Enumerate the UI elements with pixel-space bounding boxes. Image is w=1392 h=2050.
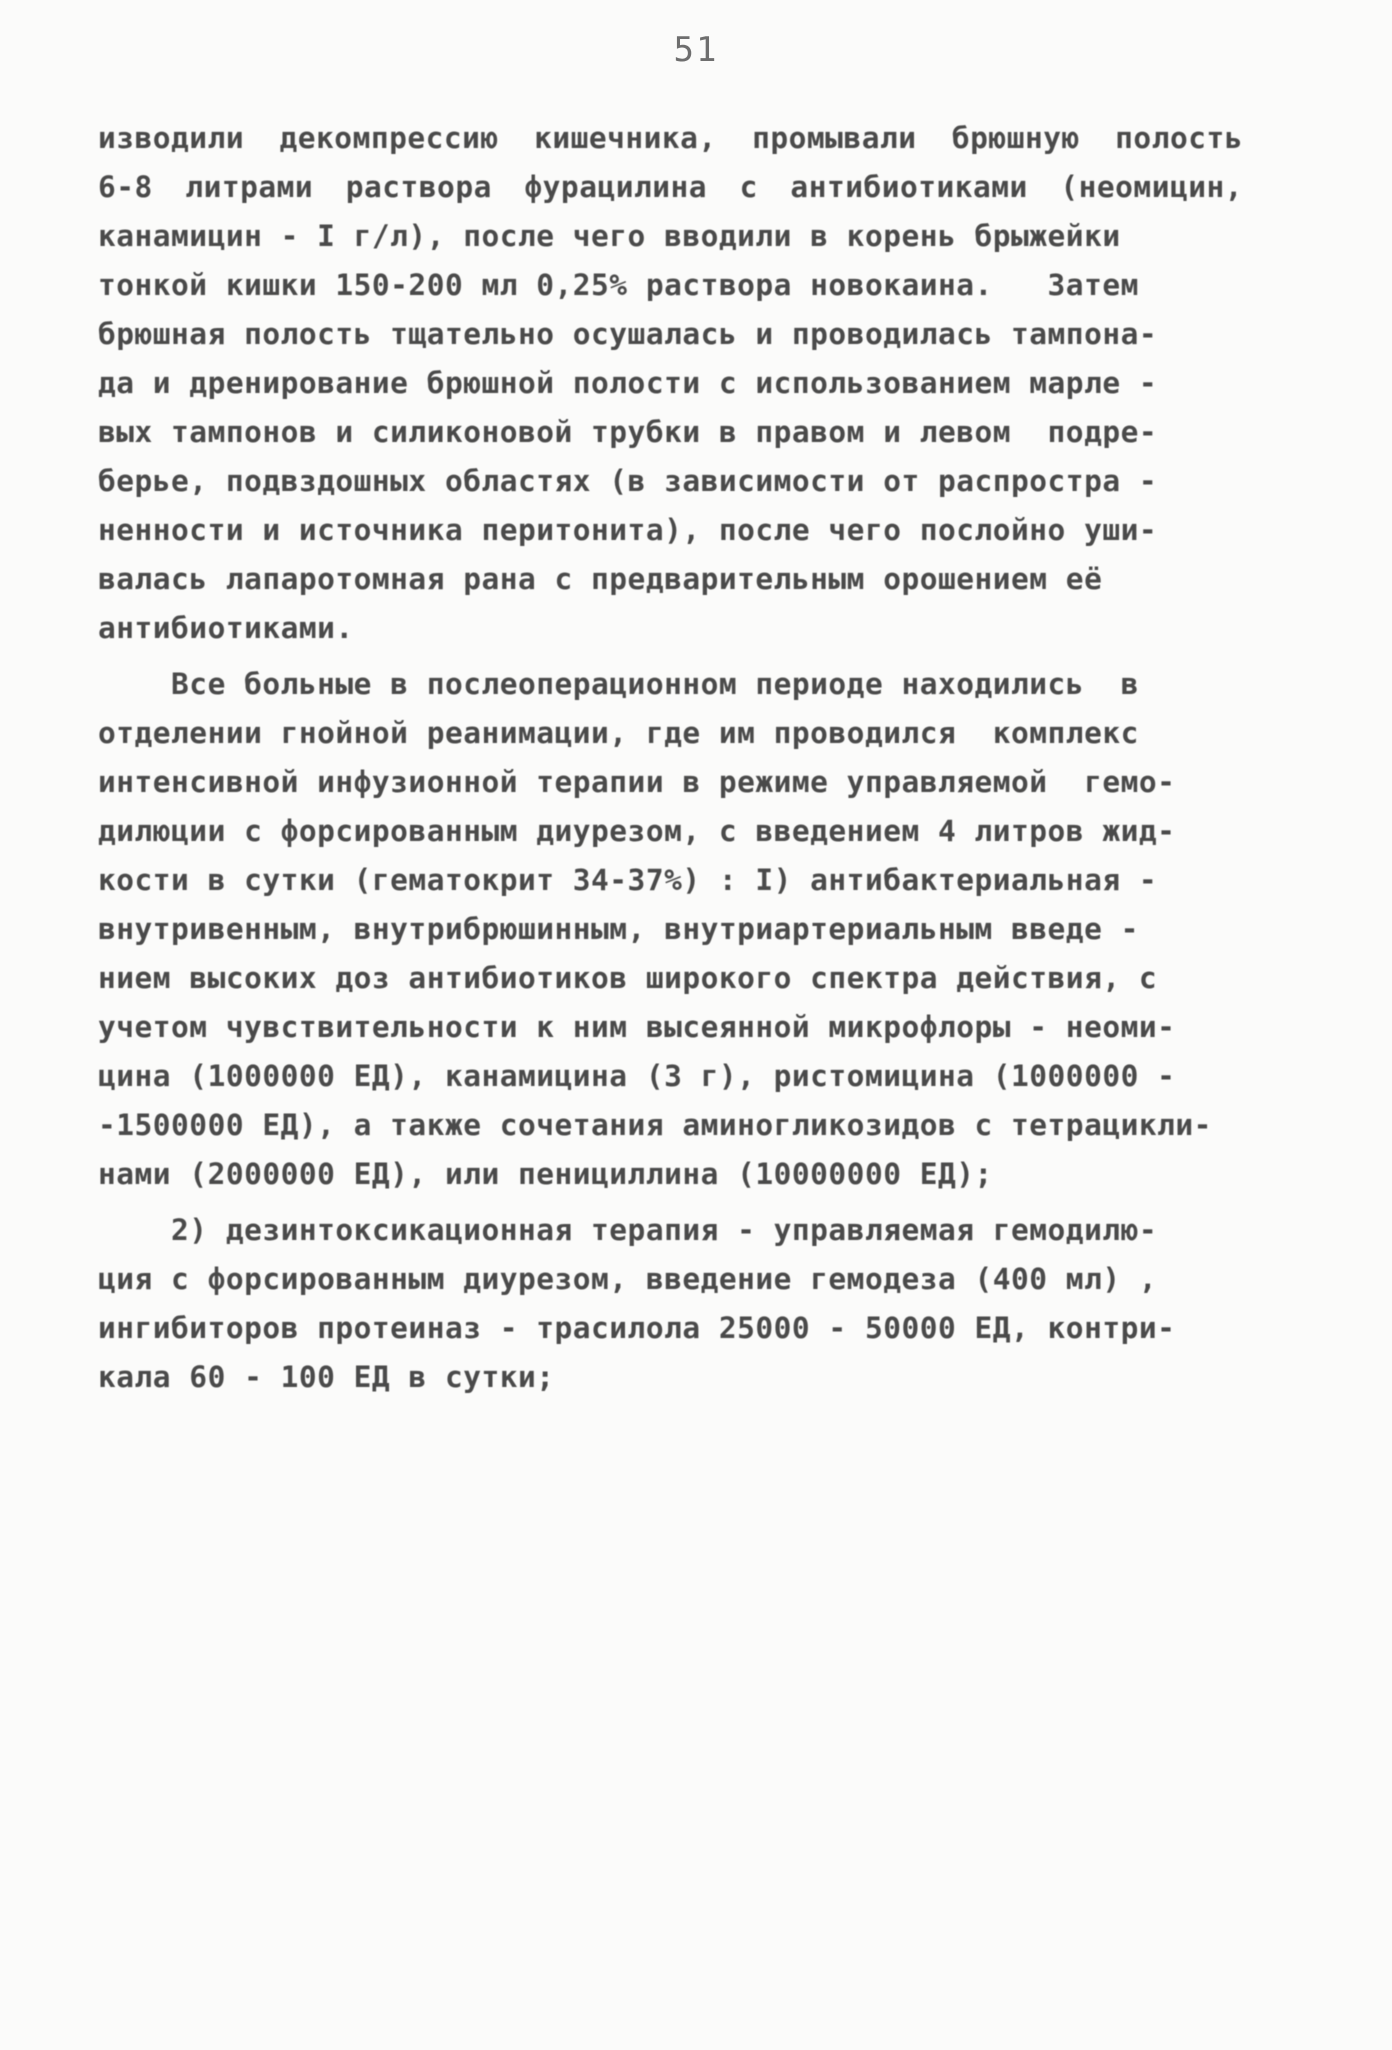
text-line: кала 60 - 100 ЕД в сутки; (98, 1360, 555, 1394)
text-line: канамицин - I г/л), после чего вводили в корень брыжейки (98, 219, 1121, 253)
text-line: ция с форсированным диурезом, введение гемодеза (400 мл) , (98, 1262, 1158, 1296)
text-line: интенсивной инфузионной терапии в режиме управляемой гемо- (98, 765, 1176, 799)
text-line: 2) дезинтоксикационная терапия - управляемая гемодилю- (98, 1213, 1158, 1247)
text-line: нами (2000000 ЕД), или пенициллина (10000000 ЕД); (98, 1157, 993, 1191)
text-line: отделении гнойной реанимации, где им проводился комплекс (98, 716, 1139, 750)
text-line: учетом чувствительности к ним высеянной микрофлоры - неоми- (98, 1010, 1176, 1044)
text-line: внутривенным, внутрибрюшинным, внутриартериальным введе - (98, 912, 1139, 946)
text-line: берье, подвздошных областях (в зависимости от распростра - (98, 464, 1158, 498)
text-line: брюшная полость тщательно осушалась и проводилась тампона- (98, 317, 1158, 351)
text-line: валась лапаротомная рана с предварительным орошением её (98, 562, 1103, 596)
text-line: нием высоких доз антибиотиков широкого спектра действия, с (98, 961, 1158, 995)
text-line: изводили декомпрессию кишечника, промывали брюшную полость (98, 121, 1243, 155)
text-line: ингибиторов протеиназ - трасилола 25000 - 50000 ЕД, контри- (98, 1311, 1176, 1345)
text-line: антибиотиками. (98, 611, 354, 645)
text-line: тонкой кишки 150-200 мл 0,25% раствора новокаина. Затем (98, 268, 1139, 302)
text-line: дилюции с форсированным диурезом, с введением 4 литров жид- (98, 814, 1176, 848)
text-line: вых тампонов и силиконовой трубки в правом и левом подре- (98, 415, 1158, 449)
text-line: ненности и источника перитонита), после чего послойно уши- (98, 513, 1158, 547)
text-line: Все больные в послеоперационном периоде находились в (98, 667, 1139, 701)
text-line: цина (1000000 ЕД), канамицина (3 г), ристомицина (1000000 - (98, 1059, 1176, 1093)
page-number: 51 (673, 30, 719, 70)
text-line: да и дренирование брюшной полости с использованием марле - (98, 366, 1158, 400)
text-line: -1500000 ЕД), а также сочетания аминогликозидов с тетрацикли- (98, 1108, 1212, 1142)
text-line: 6-8 литрами раствора фурацилина с антибиотиками (неомицин, (98, 170, 1243, 204)
text-line: кости в сутки (гематокрит 34-37%) : I) антибактериальная - (98, 863, 1158, 897)
